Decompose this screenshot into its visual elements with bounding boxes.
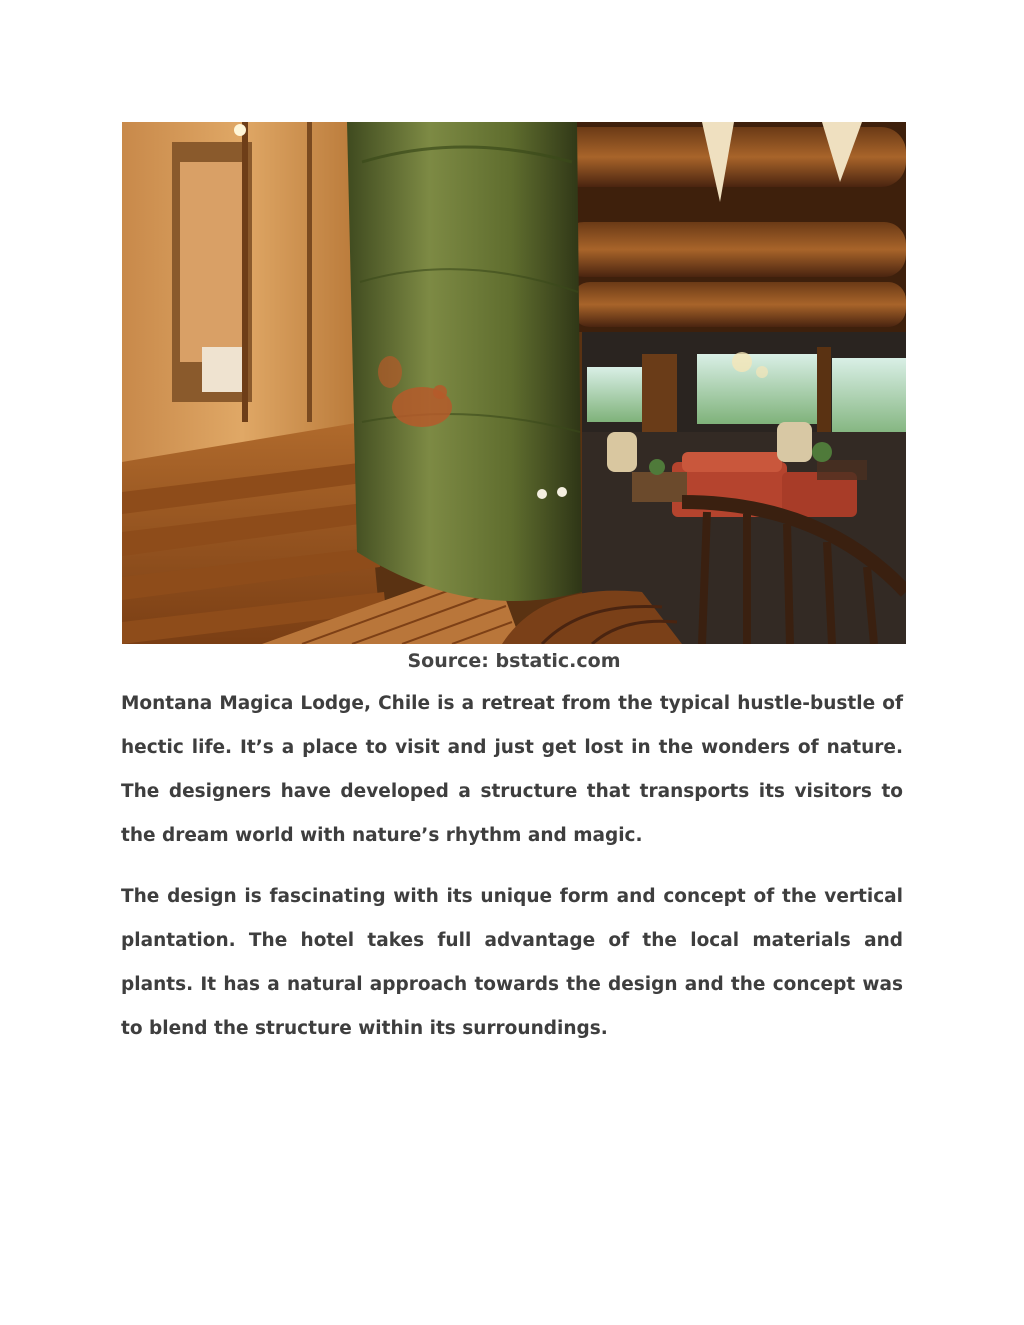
lodge-interior-photo (122, 122, 906, 644)
lodge-interior-illustration (122, 122, 906, 644)
body-paragraph-2: The design is fascinating with its unique form and concept of the vertical plantation. The hotel takes full advantage of the local materials and plants. It has a natural approach towards the design and the concept was to blend the structure within its surroundings. (121, 886, 903, 1039)
figure-caption: Source: bstatic.com (407, 650, 621, 672)
body-paragraph-1: Montana Magica Lodge, Chile is a retreat from the typical hustle-bustle of hectic life. It’s a place to visit and just get lost in the wonders of nature. The designers have developed a structure that transports its visitors to the dream world with nature’s rhythm and magic. (121, 693, 903, 846)
